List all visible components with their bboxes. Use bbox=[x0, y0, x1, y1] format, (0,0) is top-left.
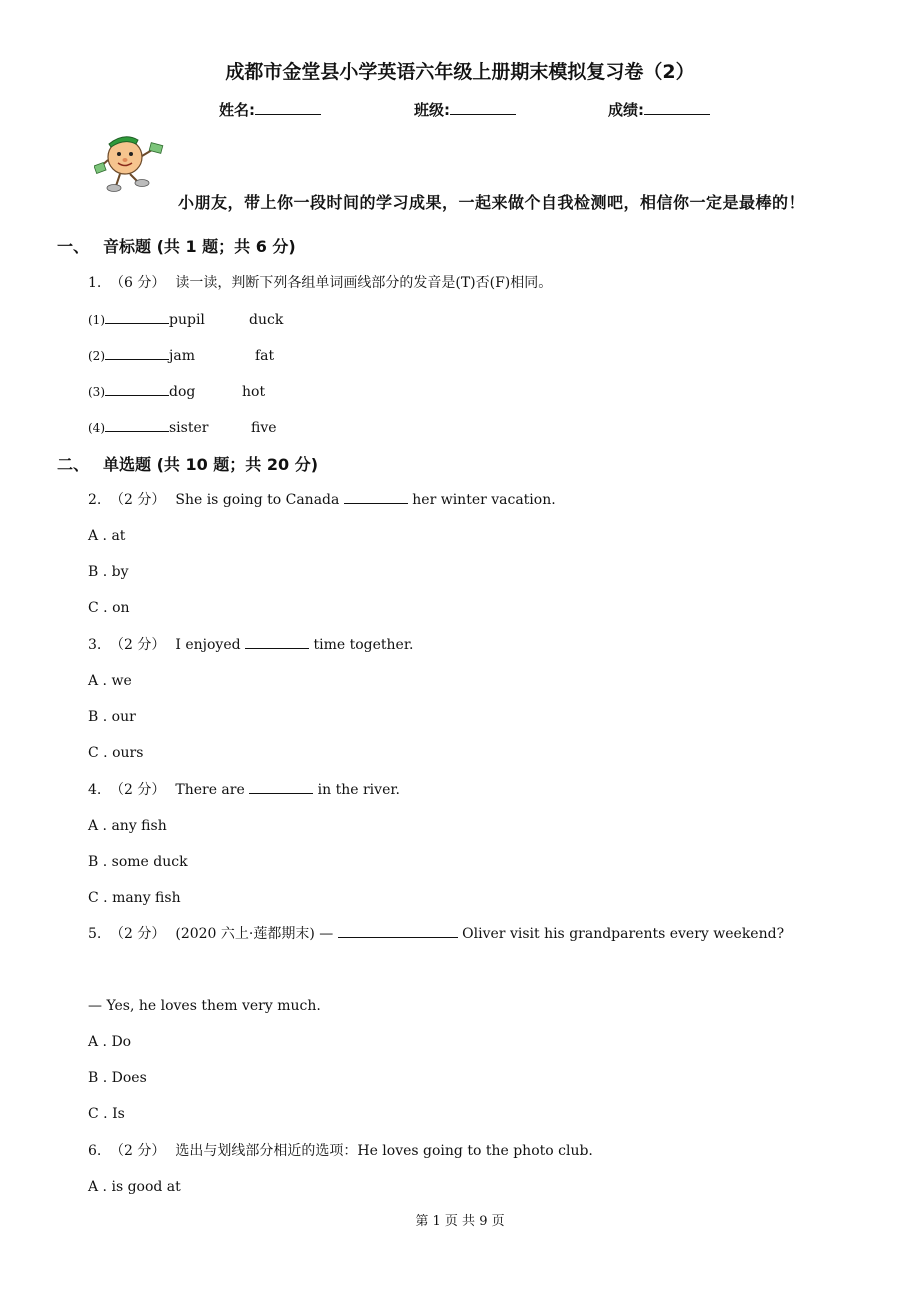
section-2-number: 二、 bbox=[57, 455, 90, 474]
word-1: dog bbox=[169, 384, 196, 400]
score-label: 成绩: bbox=[608, 101, 644, 119]
answer-blank[interactable] bbox=[105, 419, 169, 432]
question-points: （2 分） bbox=[110, 637, 166, 653]
q4-option-a[interactable]: A . any fish bbox=[88, 818, 167, 834]
item-label: (3) bbox=[88, 385, 105, 399]
question-3 bbox=[88, 634, 413, 654]
question-text-after: Oliver visit his grandparents every weekend? bbox=[462, 926, 785, 942]
question-number: 5. bbox=[88, 926, 102, 942]
answer-blank[interactable] bbox=[249, 781, 313, 794]
question-text: 选出与划线部分相近的选项：He loves going to the photo club. bbox=[175, 1143, 593, 1159]
question-points: （2 分） bbox=[110, 926, 166, 942]
mascot-icon bbox=[94, 130, 166, 194]
score-blank bbox=[644, 100, 710, 115]
name-field bbox=[219, 99, 321, 120]
question-points: （2 分） bbox=[110, 492, 166, 508]
item-label: (2) bbox=[88, 349, 105, 363]
question-1 bbox=[88, 272, 552, 292]
q1-item-4 bbox=[88, 419, 277, 436]
page-footer: 第 1 页 共 9 页 bbox=[415, 1214, 505, 1229]
q4-option-b[interactable]: B . some duck bbox=[88, 854, 188, 870]
question-number: 3. bbox=[88, 637, 102, 653]
greeting-text: 小朋友，带上你一段时间的学习成果，一起来做个自我检测吧，相信你一定是最棒的！ bbox=[178, 193, 806, 212]
answer-blank[interactable] bbox=[344, 491, 408, 504]
q3-option-a[interactable]: A . we bbox=[88, 673, 132, 689]
score-field bbox=[608, 99, 710, 120]
q5-option-a[interactable]: A . Do bbox=[88, 1034, 132, 1050]
answer-blank[interactable] bbox=[245, 636, 309, 649]
question-5 bbox=[88, 923, 784, 943]
question-text-after: her winter vacation. bbox=[412, 492, 556, 508]
q5-option-c[interactable]: C . Is bbox=[88, 1106, 125, 1122]
item-label: (4) bbox=[88, 421, 105, 435]
question-text: 读一读，判断下列各组单词画线部分的发音是(T)否(F)相同。 bbox=[175, 275, 553, 291]
answer-blank[interactable] bbox=[338, 925, 458, 938]
question-text-before: She is going to Canada bbox=[175, 492, 340, 508]
q1-item-3 bbox=[88, 383, 265, 400]
question-points: （6 分） bbox=[110, 275, 166, 291]
question-text-before: There are bbox=[175, 782, 245, 798]
q2-option-b[interactable]: B . by bbox=[88, 564, 129, 580]
answer-blank[interactable] bbox=[105, 383, 169, 396]
q6-option-a[interactable]: A . is good at bbox=[88, 1179, 181, 1195]
section-1-title: 音标题 (共 1 题；共 6 分) bbox=[103, 237, 296, 256]
question-2 bbox=[88, 489, 556, 509]
name-blank bbox=[255, 100, 321, 115]
q3-option-b[interactable]: B . our bbox=[88, 709, 136, 725]
question-text-before: I enjoyed bbox=[175, 637, 241, 653]
class-field bbox=[414, 99, 516, 120]
page-title: 成都市金堂县小学英语六年级上册期末模拟复习卷（2） bbox=[225, 61, 695, 83]
question-number: 6. bbox=[88, 1143, 102, 1159]
q5-answer-line: — Yes, he loves them very much. bbox=[88, 998, 321, 1014]
q5-option-b[interactable]: B . Does bbox=[88, 1070, 147, 1086]
section-1-heading bbox=[57, 234, 296, 257]
section-2-heading bbox=[57, 452, 318, 475]
class-label: 班级: bbox=[414, 101, 450, 119]
word-2: five bbox=[251, 420, 277, 436]
word-2: fat bbox=[255, 348, 275, 364]
q1-item-2 bbox=[88, 347, 274, 364]
word-2: duck bbox=[249, 312, 284, 328]
question-6 bbox=[88, 1140, 593, 1160]
name-label: 姓名: bbox=[219, 101, 255, 119]
word-1: jam bbox=[169, 348, 195, 364]
word-2: hot bbox=[242, 384, 266, 400]
answer-blank[interactable] bbox=[105, 311, 169, 324]
q3-option-c[interactable]: C . ours bbox=[88, 745, 144, 761]
answer-blank[interactable] bbox=[105, 347, 169, 360]
section-1-number: 一、 bbox=[57, 237, 90, 256]
q2-option-c[interactable]: C . on bbox=[88, 600, 130, 616]
question-number: 4. bbox=[88, 782, 102, 798]
word-1: sister bbox=[169, 420, 209, 436]
question-number: 2. bbox=[88, 492, 102, 508]
q4-option-c[interactable]: C . many fish bbox=[88, 890, 181, 906]
question-number: 1. bbox=[88, 275, 102, 291]
class-blank bbox=[450, 100, 516, 115]
question-points: （2 分） bbox=[110, 1143, 166, 1159]
question-text-before: (2020 六上·莲都期末) — bbox=[175, 926, 334, 942]
question-4 bbox=[88, 779, 400, 799]
question-text-after: in the river. bbox=[317, 782, 400, 798]
question-points: （2 分） bbox=[110, 782, 166, 798]
q1-item-1 bbox=[88, 311, 283, 328]
word-1: pupil bbox=[169, 312, 205, 328]
question-text-after: time together. bbox=[313, 637, 414, 653]
q2-option-a[interactable]: A . at bbox=[88, 528, 126, 544]
item-label: (1) bbox=[88, 313, 105, 327]
section-2-title: 单选题 (共 10 题；共 20 分) bbox=[103, 455, 319, 474]
